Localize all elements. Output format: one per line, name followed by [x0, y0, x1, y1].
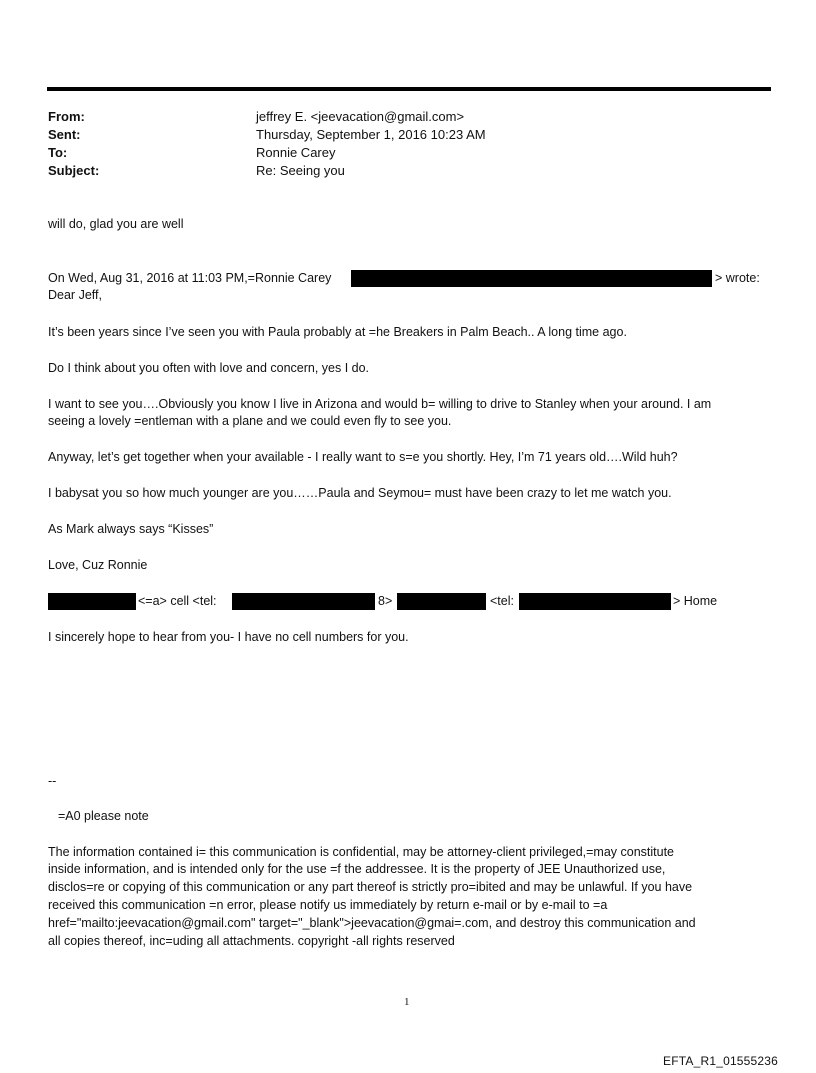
disclaimer-line-1: The information contained i= this communication is confidential, may be attorney-client privileged,=may constitute — [48, 845, 675, 859]
from-label: From: — [48, 109, 85, 124]
sent-value: Thursday, September 1, 2016 10:23 AM — [256, 127, 486, 142]
signoff: Love, Cuz Ronnie — [48, 558, 148, 572]
paragraph-8: I sincerely hope to hear from you- I have no cell numbers for you. — [48, 630, 409, 644]
greeting: Dear Jeff, — [48, 288, 102, 302]
subject-label: Subject: — [48, 163, 100, 178]
paragraph-5: I babysat you so how much younger are you……Paula and Seymou= must have been crazy to let me watch you. — [48, 486, 672, 500]
disclaimer-line-6: all copies thereof, inc=uding all attachments. copyright -all rights reserved — [48, 934, 455, 948]
paragraph-1: It’s been years since I’ve seen you with Paula probably at =he Breakers in Palm Beach.. A long time ago. — [48, 325, 627, 339]
bates-number: EFTA_R1_01555236 — [663, 1054, 779, 1068]
quote-intro: On Wed, Aug 31, 2016 at 11:03 PM,=Ronnie Carey — [48, 271, 332, 285]
disclaimer-line-5: href="mailto:jeevacation@gmail.com" target="_blank">jeevacation@gmai=.com, and destroy this communication and — [48, 916, 696, 930]
disclaimer-line-4: received this communication =n error, please notify us immediately by return e-mail or by e-mail to =a — [48, 898, 608, 912]
paragraph-4: Anyway, let’s get together when your available - I really want to s=e you shortly. Hey, I’m 71 years old….Wild huh? — [48, 450, 678, 464]
signature-dashes: -- — [48, 774, 57, 788]
redaction-phone-4 — [519, 593, 671, 610]
sent-label: Sent: — [48, 127, 81, 142]
disclaimer-line-3: disclos=re or copying of this communication or any part thereof is strictly pro=ibited and may be unlawful. If you have — [48, 880, 693, 894]
quote-intro-end: > wrote: — [715, 271, 760, 285]
header-rule — [47, 87, 771, 91]
subject-value: Re: Seeing you — [256, 163, 345, 178]
paragraph-6: As Mark always says “Kisses” — [48, 522, 214, 536]
redaction-phone-1 — [48, 593, 136, 610]
to-label: To: — [48, 145, 68, 160]
disclaimer-line-2: inside information, and is intended only for the use =f the addressee. It is the property of JEE Unauthorized use, — [48, 862, 666, 876]
redaction-phone-2 — [232, 593, 375, 610]
signature-fragment: 8> — [378, 594, 393, 608]
redaction-phone-3 — [397, 593, 486, 610]
signature-tel: <tel: — [490, 594, 514, 608]
from-value: jeffrey E. <jeevacation@gmail.com> — [256, 109, 465, 124]
redaction-email — [351, 270, 712, 287]
please-note: =A0 please note — [58, 809, 149, 823]
reply-text: will do, glad you are well — [48, 217, 184, 231]
to-value: Ronnie Carey — [256, 145, 336, 160]
paragraph-3-line-2: seeing a lovely =entleman with a plane and we could even fly to see you. — [48, 414, 452, 428]
paragraph-3-line-1: I want to see you….Obviously you know I live in Arizona and would b= willing to drive to Stanley when your around. I am — [48, 397, 712, 411]
paragraph-2: Do I think about you often with love and concern, yes I do. — [48, 361, 370, 375]
page-number: 1 — [404, 996, 410, 1008]
signature-home: > Home — [673, 594, 718, 608]
signature-cell: <=a> cell <tel: — [138, 594, 217, 608]
